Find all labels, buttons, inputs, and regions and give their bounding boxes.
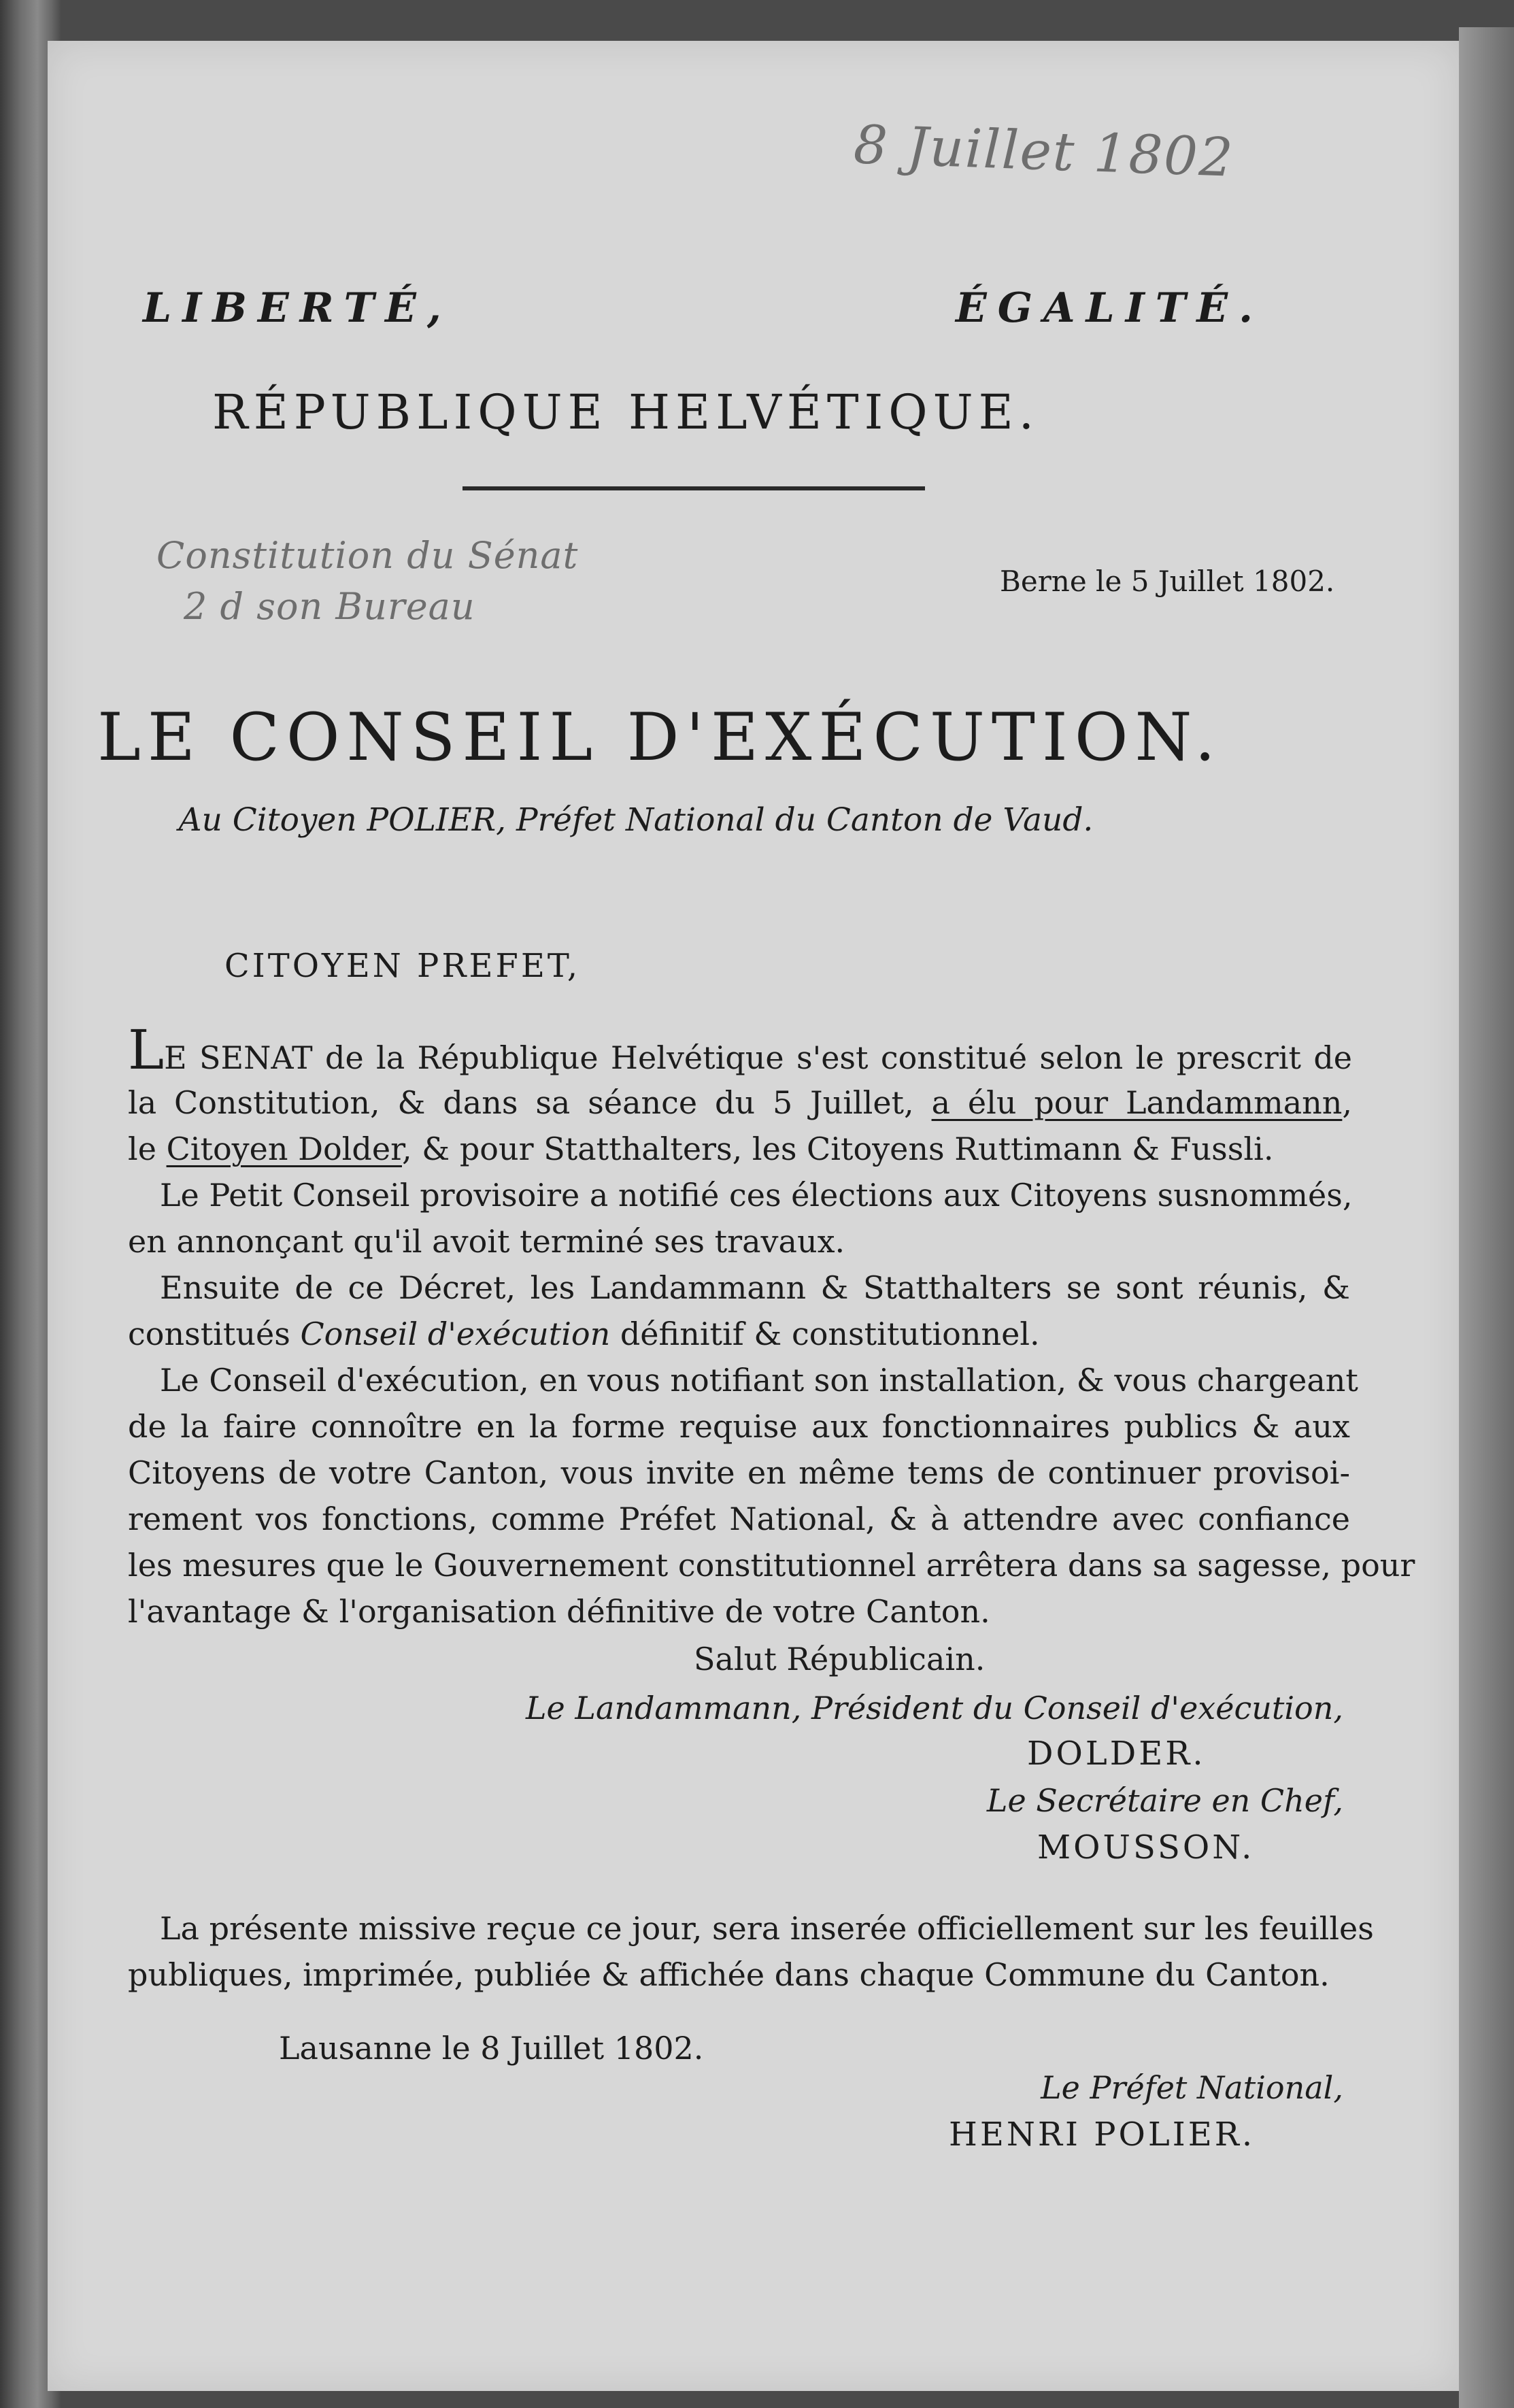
salutation: CITOYEN PREFET, [224, 947, 581, 985]
handwritten-note-line-2: 2 d son Bureau [184, 585, 475, 628]
body-text: la Constitution, & dans sa séance du 5 Juillet, [128, 1084, 932, 1121]
body-line [128, 1018, 1352, 1082]
body-line: Citoyens de votre Canton, vous invite en même tems de continuer provisoi- [128, 1454, 1350, 1491]
document-page [48, 41, 1459, 2391]
paper-edge [1459, 27, 1514, 2408]
document-title: LE CONSEIL D'EXÉCUTION. [97, 699, 1222, 775]
body-line: Le Conseil d'exécution, en vous notifiant son installation, & vous chargeant [160, 1362, 1358, 1399]
closing-salut: Salut Républicain. [694, 1641, 986, 1677]
prefect-title: Le Préfet National, [1041, 2069, 1343, 2106]
landammann-signature: DOLDER. [1027, 1735, 1206, 1773]
motto-liberte: LIBERTÉ, [143, 284, 452, 332]
motto-egalite: ÉGALITÉ. [956, 284, 1264, 332]
body-line: Ensuite de ce Décret, les Landammann & Statthalters se sont réunis, & [160, 1269, 1350, 1306]
underlined-text: a élu pour Landammann [931, 1084, 1343, 1121]
secretary-signature: MOUSSON. [1037, 1828, 1255, 1867]
republic-heading: RÉPUBLIQUE HELVÉTIQUE. [212, 384, 1040, 440]
underlined-text: Citoyen Dolder [166, 1131, 402, 1167]
handwritten-note-line-1: Constitution du Sénat [156, 534, 579, 577]
body-text: , [1342, 1084, 1352, 1121]
body-line: l'avantage & l'organisation définitive de votre Canton. [128, 1593, 990, 1630]
body-text: , & pour Statthalters, les Citoyens Ruttimann & Fussli. [402, 1131, 1274, 1167]
secretary-title: Le Secrétaire en Chef, [986, 1782, 1343, 1819]
body-text: constitués [128, 1316, 301, 1352]
italic-text: Conseil d'exécution [300, 1316, 611, 1352]
body-line: rement vos fonctions, comme Préfet National, & à attendre avec confiance [128, 1501, 1350, 1537]
footer-place-date: Lausanne le 8 Juillet 1802. [279, 2030, 704, 2067]
body-text: le [128, 1131, 167, 1167]
body-text: définitif & constitutionnel. [610, 1316, 1040, 1352]
addressee: Au Citoyen POLIER, Préfet National du Canton de Vaud. [178, 801, 1094, 839]
body-line: de la faire connoître en la forme requise aux fonctionnaires publics & aux [128, 1408, 1350, 1445]
body-line: les mesures que le Gouvernement constitutionnel arrêtera dans sa sagesse, pour [128, 1547, 1415, 1584]
drop-cap: L [128, 1018, 165, 1082]
handwritten-date: 8 Juillet 1802 [852, 114, 1235, 189]
body-text: E SENAT de la République Helvétique s'est constitué selon le prescrit de [164, 1039, 1352, 1076]
body-line: Le Petit Conseil provisoire a notifié ces élections aux Citoyens susnommés, [160, 1177, 1353, 1214]
header-divider [462, 486, 925, 490]
footer-line: La présente missive reçue ce jour, sera inserée officiellement sur les feuilles [160, 1910, 1374, 1947]
prefect-signature: HENRI POLIER. [949, 2116, 1256, 2154]
footer-line: publiques, imprimée, publiée & affichée dans chaque Commune du Canton. [128, 1956, 1330, 1993]
body-line [128, 1084, 1352, 1121]
body-line [128, 1133, 1273, 1165]
body-line [128, 1318, 1040, 1350]
landammann-title: Le Landammann, Président du Conseil d'exécution, [526, 1690, 1343, 1726]
place-date: Berne le 5 Juillet 1802. [1000, 565, 1335, 598]
body-line: en annonçant qu'il avoit terminé ses travaux. [128, 1223, 845, 1260]
